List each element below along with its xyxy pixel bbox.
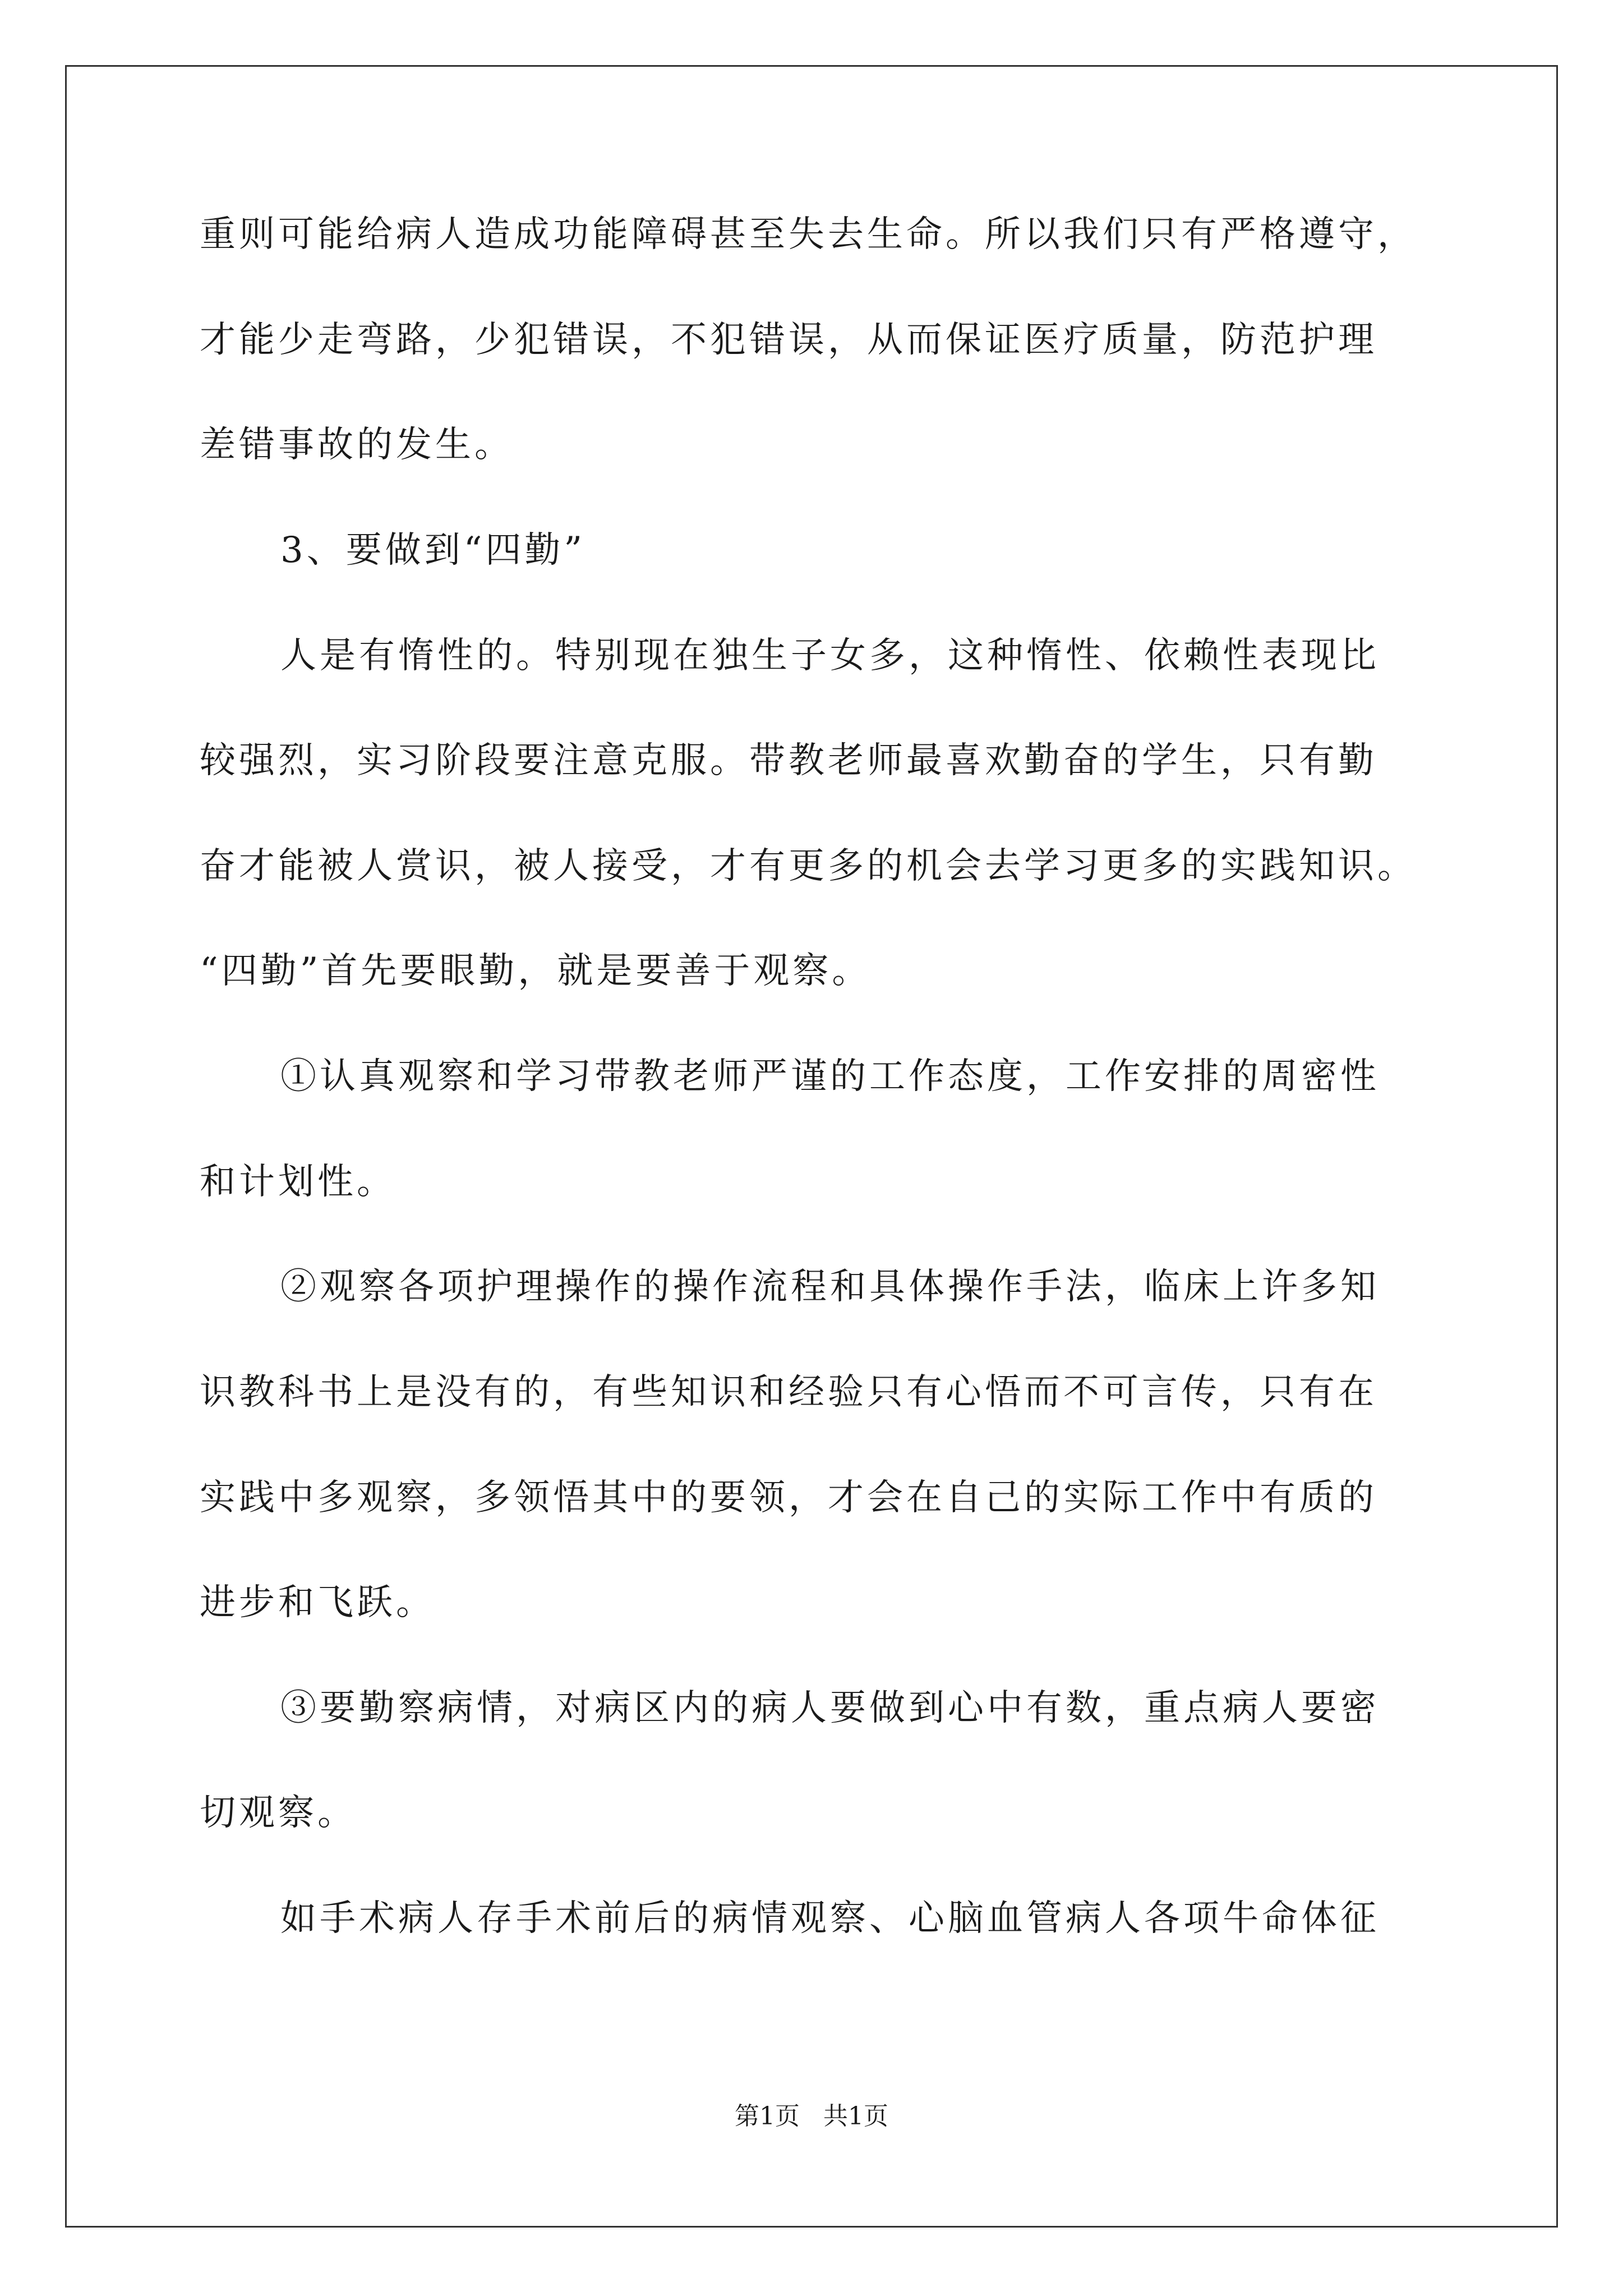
- text-line: 差错事故的发生。: [200, 424, 514, 466]
- text-line: 才能少走弯路，少犯错误，不犯错误，从而保证医疗质量，防范护理: [200, 319, 1377, 361]
- text-line: 人是有惰性的。特别现在独生子女多，这种惰性、依赖性表现比: [280, 635, 1380, 677]
- page-footer: 第1页 共1页: [735, 2102, 888, 2131]
- text-line: ②观察各项护理操作的操作流程和具体操作手法，临床上许多知: [280, 1266, 1380, 1308]
- text-line: 进步和飞跃。: [200, 1582, 435, 1623]
- text-line: 和计划性。: [200, 1161, 396, 1203]
- text-line: 实践中多观察，多领悟其中的要领，才会在自己的实际工作中有质的: [200, 1477, 1377, 1519]
- text-line: 重则可能给病人造成功能障碍甚至失去生命。所以我们只有严格遵守，: [200, 214, 1417, 255]
- text-line: 奋才能被人赏识，被人接受，才有更多的机会去学习更多的实践知识。: [200, 845, 1417, 887]
- text-line: “四勤”首先要眼勤，就是要善于观察。: [200, 950, 872, 992]
- text-line: ①认真观察和学习带教老师严谨的工作态度，工作安排的周密性: [280, 1056, 1380, 1097]
- text-line: 如手术病人存手术前后的病情观察、心脑血管病人各项牛命体征: [280, 1898, 1380, 1939]
- text-line: ③要勤察病情，对病区内的病人要做到心中有数，重点病人要密: [280, 1687, 1380, 1729]
- text-line: 较强烈，实习阶段要注意克服。带教老师最喜欢勤奋的学生，只有勤: [200, 740, 1377, 781]
- text-line: 切观察。: [200, 1792, 357, 1834]
- text-line: 识教科书上是没有的，有些知识和经验只有心悟而不可言传，只有在: [200, 1372, 1377, 1413]
- section-heading: 3、要做到“四勤”: [280, 530, 586, 571]
